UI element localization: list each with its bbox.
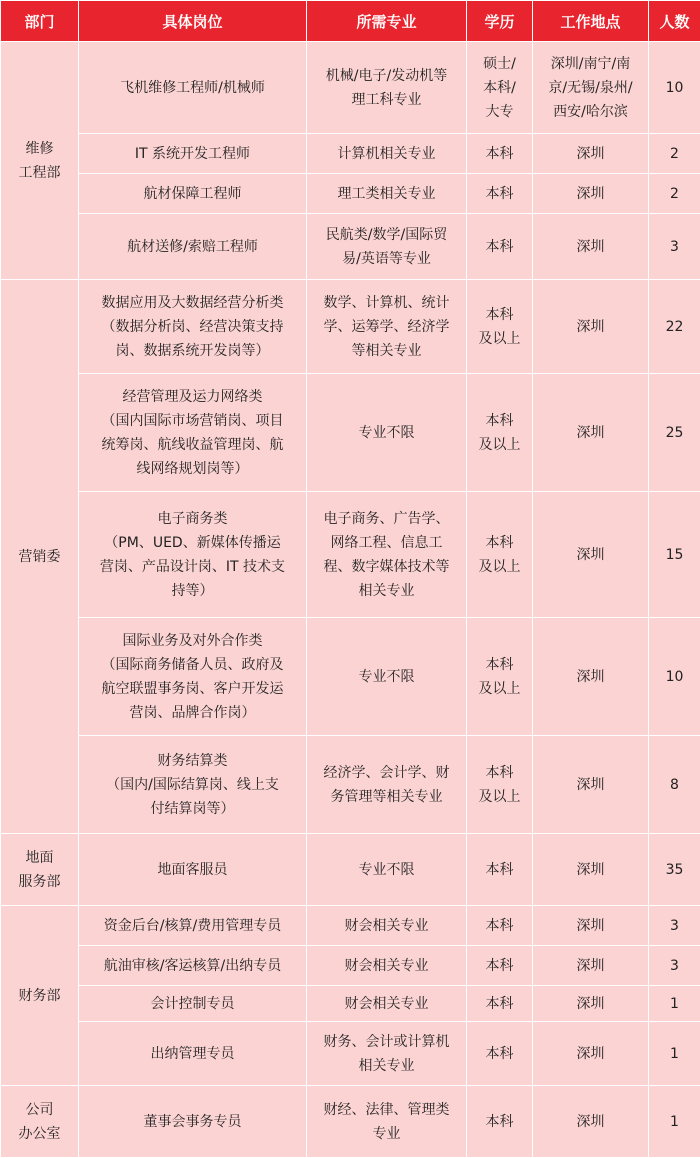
major-cell: 财会相关专业 bbox=[307, 986, 467, 1022]
education-cell: 本科 bbox=[467, 1022, 533, 1086]
position-cell: 经营管理及运力网络类 （国内国际市场营销岗、项目 统筹岗、航线收益管理岗、航 线网络规划岗等） bbox=[79, 374, 307, 492]
location-cell: 深圳 bbox=[533, 280, 649, 374]
location-cell: 深圳 bbox=[533, 946, 649, 986]
count-cell: 10 bbox=[649, 42, 700, 134]
education-cell: 本科 及以上 bbox=[467, 492, 533, 618]
table-row bbox=[1, 134, 700, 174]
major-cell: 机械/电子/发动机等 理工科专业 bbox=[307, 42, 467, 134]
count-cell: 1 bbox=[649, 986, 700, 1022]
count-cell: 1 bbox=[649, 1086, 700, 1158]
location-cell: 深圳 bbox=[533, 834, 649, 906]
department-cell: 财务部 bbox=[1, 906, 79, 1086]
major-cell: 财经、法律、管理类 专业 bbox=[307, 1086, 467, 1158]
location-cell: 深圳 bbox=[533, 1022, 649, 1086]
location-cell: 深圳 bbox=[533, 492, 649, 618]
position-cell: 电子商务类 （PM、UED、新媒体传播运 营岗、产品设计岗、IT 技术支 持等） bbox=[79, 492, 307, 618]
table-row bbox=[1, 214, 700, 280]
count-cell: 3 bbox=[649, 946, 700, 986]
major-cell: 理工类相关专业 bbox=[307, 174, 467, 214]
location-cell: 深圳 bbox=[533, 906, 649, 946]
header-position: 具体岗位 bbox=[79, 1, 307, 42]
header-education: 学历 bbox=[467, 1, 533, 42]
table-row bbox=[1, 374, 700, 492]
education-cell: 硕士/ 本科/ 大专 bbox=[467, 42, 533, 134]
position-cell: 出纳管理专员 bbox=[79, 1022, 307, 1086]
location-cell: 深圳/南宁/南 京/无锡/泉州/ 西安/哈尔滨 bbox=[533, 42, 649, 134]
count-cell: 25 bbox=[649, 374, 700, 492]
position-cell: 航油审核/客运核算/出纳专员 bbox=[79, 946, 307, 986]
count-cell: 22 bbox=[649, 280, 700, 374]
major-cell: 专业不限 bbox=[307, 834, 467, 906]
count-cell: 15 bbox=[649, 492, 700, 618]
header-major: 所需专业 bbox=[307, 1, 467, 42]
department-cell: 公司 办公室 bbox=[1, 1086, 79, 1158]
table-row bbox=[1, 946, 700, 986]
count-cell: 2 bbox=[649, 174, 700, 214]
location-cell: 深圳 bbox=[533, 736, 649, 834]
department-cell: 维修 工程部 bbox=[1, 42, 79, 280]
major-cell: 财会相关专业 bbox=[307, 906, 467, 946]
table-row bbox=[1, 280, 700, 374]
header-department: 部门 bbox=[1, 1, 79, 42]
position-cell: 国际业务及对外合作类 （国际商务储备人员、政府及 航空联盟事务岗、客户开发运 营岗、品牌合作岗） bbox=[79, 618, 307, 736]
header-row bbox=[1, 1, 700, 42]
education-cell: 本科 及以上 bbox=[467, 618, 533, 736]
position-cell: 会计控制专员 bbox=[79, 986, 307, 1022]
table-row bbox=[1, 1022, 700, 1086]
education-cell: 本科 bbox=[467, 134, 533, 174]
education-cell: 本科 bbox=[467, 986, 533, 1022]
location-cell: 深圳 bbox=[533, 174, 649, 214]
position-cell: 数据应用及大数据经营分析类 （数据分析岗、经营决策支持 岗、数据系统开发岗等） bbox=[79, 280, 307, 374]
education-cell: 本科 bbox=[467, 906, 533, 946]
table-row bbox=[1, 906, 700, 946]
major-cell: 专业不限 bbox=[307, 618, 467, 736]
table-row bbox=[1, 618, 700, 736]
table-row bbox=[1, 492, 700, 618]
education-cell: 本科 bbox=[467, 174, 533, 214]
education-cell: 本科 及以上 bbox=[467, 736, 533, 834]
education-cell: 本科 及以上 bbox=[467, 280, 533, 374]
count-cell: 3 bbox=[649, 214, 700, 280]
table-row bbox=[1, 736, 700, 834]
position-cell: 地面客服员 bbox=[79, 834, 307, 906]
table-row bbox=[1, 1086, 700, 1158]
location-cell: 深圳 bbox=[533, 986, 649, 1022]
department-cell: 营销委 bbox=[1, 280, 79, 834]
table-row bbox=[1, 42, 700, 134]
major-cell: 电子商务、广告学、 网络工程、信息工 程、数字媒体技术等 相关专业 bbox=[307, 492, 467, 618]
location-cell: 深圳 bbox=[533, 1086, 649, 1158]
position-cell: 航材保障工程师 bbox=[79, 174, 307, 214]
education-cell: 本科 bbox=[467, 214, 533, 280]
position-cell: 财务结算类 （国内/国际结算岗、线上支 付结算岗等） bbox=[79, 736, 307, 834]
department-cell: 地面 服务部 bbox=[1, 834, 79, 906]
location-cell: 深圳 bbox=[533, 618, 649, 736]
major-cell: 财会相关专业 bbox=[307, 946, 467, 986]
major-cell: 专业不限 bbox=[307, 374, 467, 492]
position-cell: 航材送修/索赔工程师 bbox=[79, 214, 307, 280]
table-row bbox=[1, 986, 700, 1022]
count-cell: 10 bbox=[649, 618, 700, 736]
major-cell: 经济学、会计学、财 务管理等相关专业 bbox=[307, 736, 467, 834]
header-location: 工作地点 bbox=[533, 1, 649, 42]
count-cell: 35 bbox=[649, 834, 700, 906]
count-cell: 3 bbox=[649, 906, 700, 946]
count-cell: 1 bbox=[649, 1022, 700, 1086]
major-cell: 财务、会计或计算机 相关专业 bbox=[307, 1022, 467, 1086]
position-cell: 董事会事务专员 bbox=[79, 1086, 307, 1158]
position-cell: IT 系统开发工程师 bbox=[79, 134, 307, 174]
education-cell: 本科 bbox=[467, 834, 533, 906]
major-cell: 数学、计算机、统计 学、运筹学、经济学 等相关专业 bbox=[307, 280, 467, 374]
major-cell: 计算机相关专业 bbox=[307, 134, 467, 174]
education-cell: 本科 bbox=[467, 946, 533, 986]
education-cell: 本科 及以上 bbox=[467, 374, 533, 492]
position-cell: 资金后台/核算/费用管理专员 bbox=[79, 906, 307, 946]
count-cell: 8 bbox=[649, 736, 700, 834]
count-cell: 2 bbox=[649, 134, 700, 174]
location-cell: 深圳 bbox=[533, 214, 649, 280]
major-cell: 民航类/数学/国际贸 易/英语等专业 bbox=[307, 214, 467, 280]
position-cell: 飞机维修工程师/机械师 bbox=[79, 42, 307, 134]
table-row bbox=[1, 174, 700, 214]
location-cell: 深圳 bbox=[533, 374, 649, 492]
table-row bbox=[1, 834, 700, 906]
location-cell: 深圳 bbox=[533, 134, 649, 174]
header-count: 人数 bbox=[649, 1, 700, 42]
education-cell: 本科 bbox=[467, 1086, 533, 1158]
